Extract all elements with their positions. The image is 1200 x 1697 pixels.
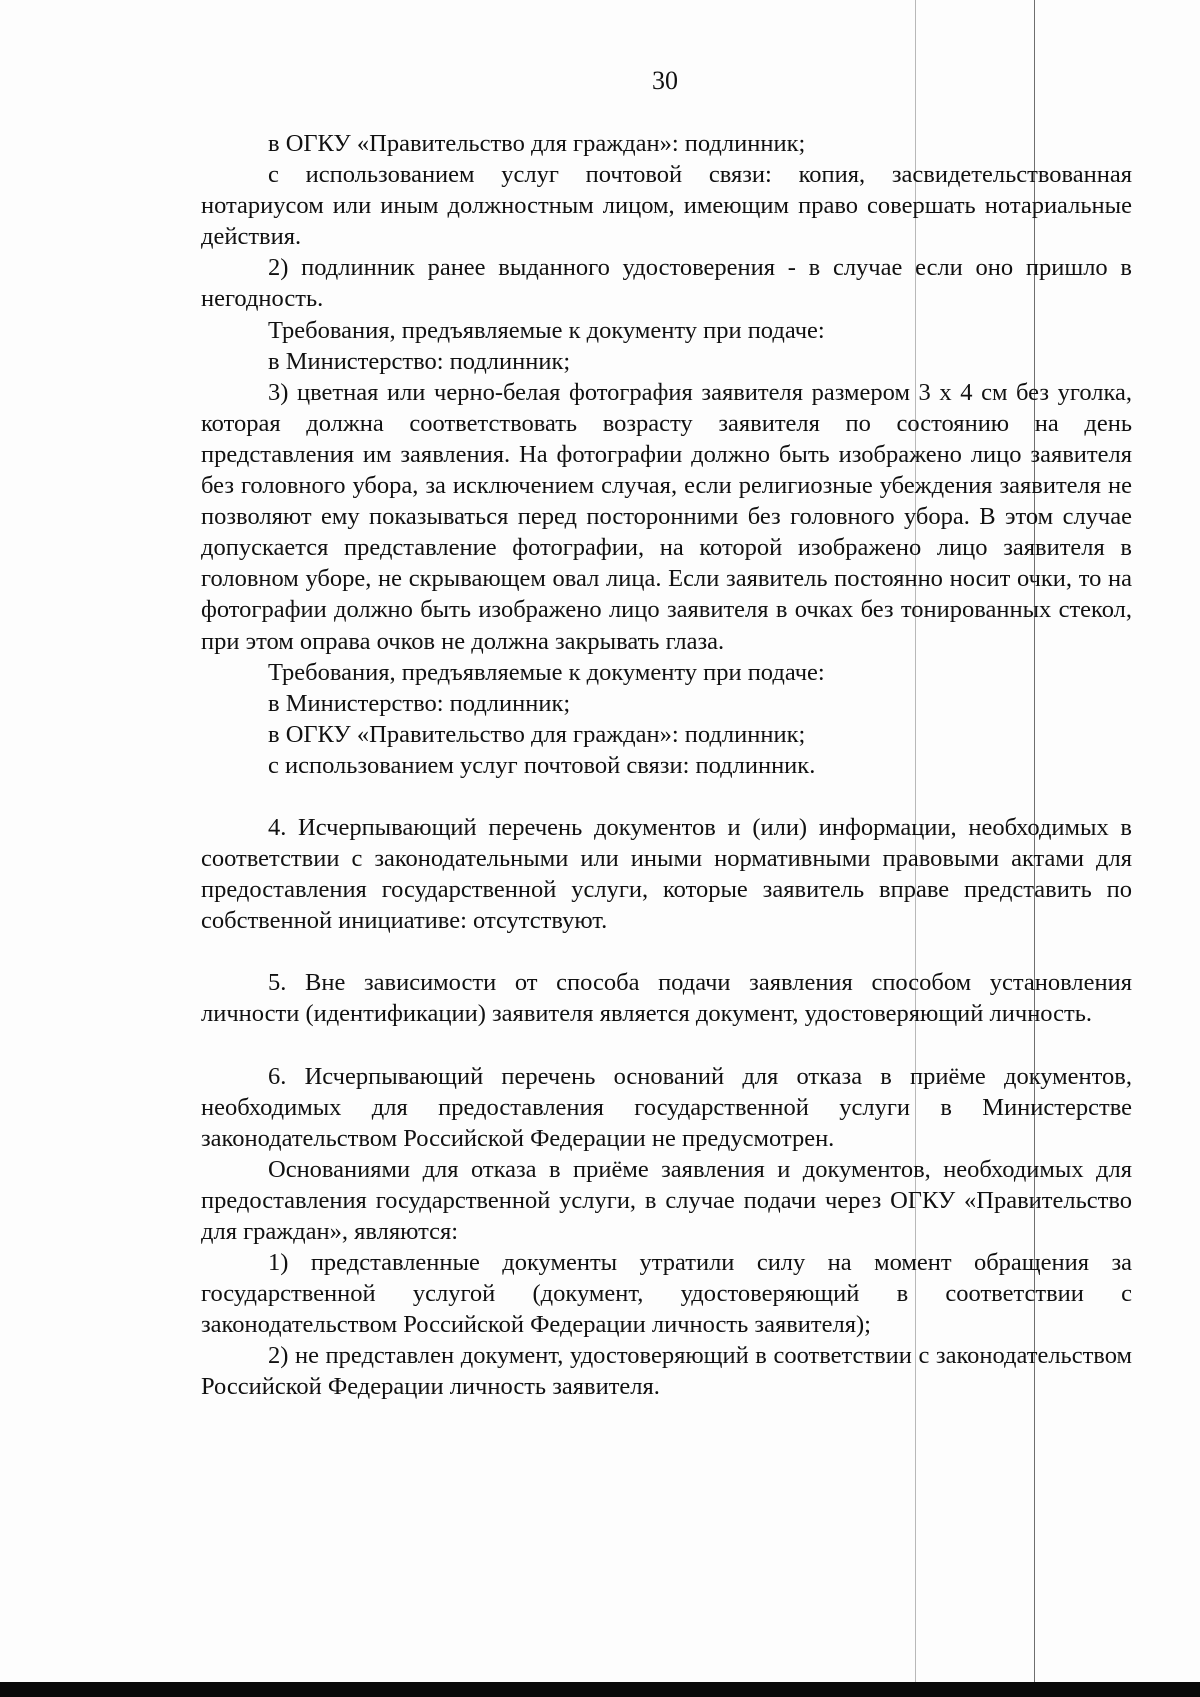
paragraph-refusal-item-2: 2) не представлен документ, удостоверяющий в соответствии с законодательством Российской Федерации личность заявителя. bbox=[201, 1342, 1132, 1401]
paragraph-postal-original: с использованием услуг почтовой связи: подлинник. bbox=[268, 751, 816, 779]
scan-bottom-border bbox=[0, 1682, 1200, 1697]
section-5-paragraph: 5. Вне зависимости от способа подачи заявления способом установления личности (идентификации) заявителя является документ, удостоверяющий личность. bbox=[201, 969, 1132, 1028]
section-6-paragraph: 6. Исчерпывающий перечень оснований для отказа в приёме документов, необходимых для предоставления государственной услуги в Министерстве законодательством Российской Федерации не предусмотрен. bbox=[201, 1062, 1132, 1152]
paragraph-refusal-grounds: Основаниями для отказа в приёме заявления и документов, необходимых для предоставления государственной услуги, в случае подачи через ОГКУ «Правительство для граждан», являются: bbox=[201, 1155, 1132, 1245]
section-gap bbox=[201, 781, 1132, 812]
paragraph-postal-copy: с использованием услуг почтовой связи: копия, засвидетельствованная нотариусом или иным должностным лицом, имеющим право совершать нотариальные действия. bbox=[201, 161, 1132, 251]
paragraph-item-3-photo: 3) цветная или черно-белая фотография заявителя размером 3 х 4 см без уголка, которая должна соответствовать возрасту заявителя по состоянию на день представления им заявления. На фотографии должно быть изображено лицо заявителя без головного убора, за исключением случая, если религиозные убеждения заявителя не позволяют ему показываться перед посторонними без головного убора. В этом случае допускается представление фотографии, на которой изображено лицо заявителя в головном уборе, не скрывающем овал лица. Если заявитель постоянно носит очки, то на фотографии должно быть изображено лицо заявителя в очках без тонированных стекол, при этом оправа очков не должна закрывать глаза. bbox=[201, 378, 1132, 655]
section-gap bbox=[201, 936, 1132, 967]
section-4-paragraph: 4. Исчерпывающий перечень документов и (или) информации, необходимых в соответствии с законодательными или иными нормативными правовыми актами для предоставления государственной услуги, которые заявитель вправе представить по собственной инициативе: отсутствуют. bbox=[201, 813, 1132, 935]
paragraph-ministry-original: в Министерство: подлинник; bbox=[268, 347, 571, 375]
paragraph-requirements: Требования, предъявляемые к документу при подаче: bbox=[268, 658, 825, 686]
paragraph-ogku-original: в ОГКУ «Правительство для граждан»: подлинник; bbox=[268, 130, 806, 157]
paragraph-requirements: Требования, предъявляемые к документу при подаче: bbox=[268, 316, 825, 344]
document-body bbox=[201, 128, 1132, 1403]
paragraph-refusal-item-1: 1) представленные документы утратили силу на момент обращения за государственной услугой (документ, удостоверяющий в соответствии с законодательством Российской Федерации личность заявителя); bbox=[201, 1249, 1132, 1339]
paragraph-ogku-original: в ОГКУ «Правительство для граждан»: подлинник; bbox=[268, 720, 806, 748]
paragraph-item-2: 2) подлинник ранее выданного удостоверения - в случае если оно пришло в негодность. bbox=[201, 254, 1132, 313]
section-gap bbox=[201, 1030, 1132, 1061]
paragraph-ministry-original: в Министерство: подлинник; bbox=[268, 689, 571, 717]
page-number: 30 bbox=[652, 66, 678, 95]
